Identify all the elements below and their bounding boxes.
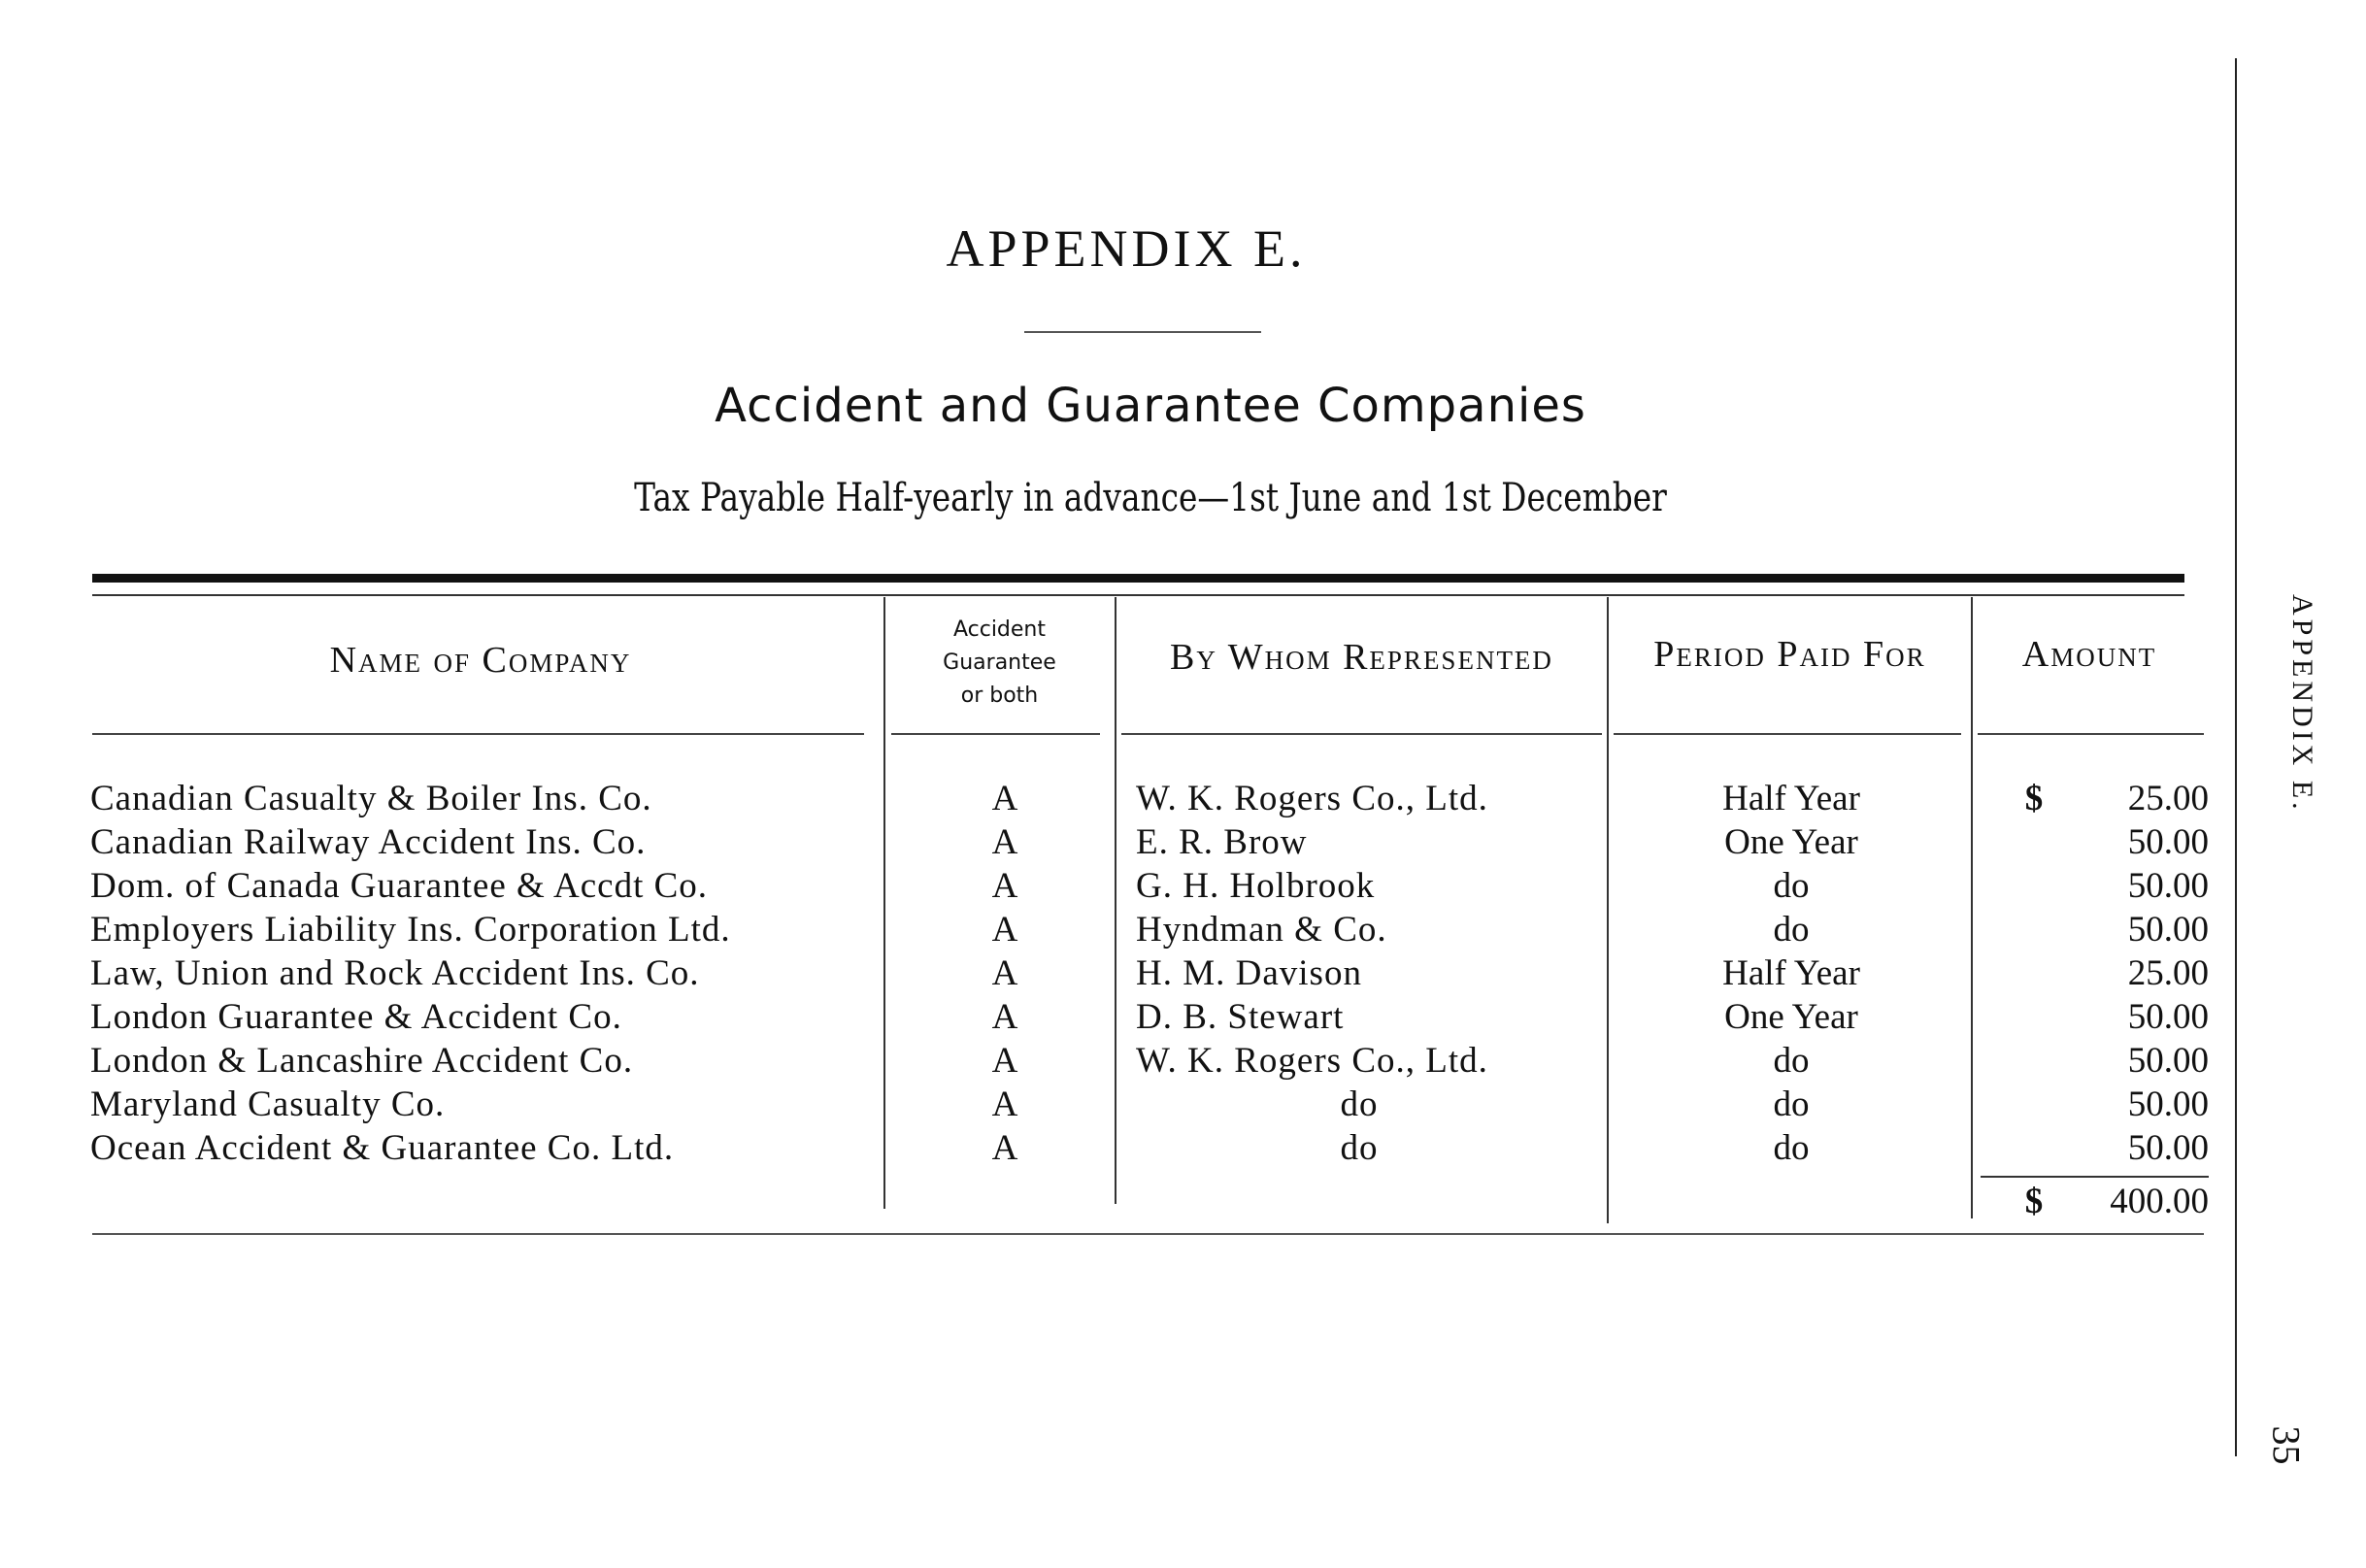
column-divider	[1971, 597, 1973, 1218]
company-name: Canadian Railway Accident Ins. Co.	[90, 822, 647, 862]
company-name: Dom. of Canada Guarantee & Accdt Co.	[90, 866, 709, 906]
dollar-sign: $	[2024, 779, 2044, 818]
page-title: APPENDIX E.	[946, 219, 1307, 278]
company-type: A	[991, 1128, 1018, 1168]
company-type: A	[991, 779, 1018, 818]
amount: 25.00	[2127, 779, 2209, 818]
page-subtitle: Accident and Guarantee Companies	[715, 379, 1586, 433]
header-name-of-company: Name of Company	[329, 640, 632, 681]
amount: 25.00	[2127, 953, 2209, 993]
column-divider	[1115, 597, 1116, 1204]
company-name: Law, Union and Rock Accident Ins. Co.	[90, 953, 700, 993]
amount: 50.00	[2127, 997, 2209, 1037]
representative: G. H. Holbrook	[1136, 866, 1376, 906]
period-paid: do	[1773, 910, 1810, 950]
period-paid: do	[1773, 1084, 1810, 1124]
period-paid: do	[1773, 1128, 1810, 1168]
header-rule	[891, 733, 1100, 735]
company-type: A	[991, 997, 1018, 1037]
header-type-line-1: Accident	[952, 617, 1047, 642]
amount: 50.00	[2127, 910, 2209, 950]
header-rule	[1614, 733, 1961, 735]
period-paid: Half Year	[1722, 953, 1860, 993]
representative: W. K. Rogers Co., Ltd.	[1136, 779, 1488, 818]
table-bottom-rule	[92, 1233, 2204, 1235]
amount: 50.00	[2127, 1084, 2209, 1124]
header-by-whom-represented: By Whom Represented	[1170, 637, 1553, 678]
company-name: London Guarantee & Accident Co.	[90, 997, 622, 1037]
side-running-title: APPENDIX E.	[2286, 594, 2318, 814]
company-name: Employers Liability Ins. Corporation Ltd.	[90, 910, 731, 950]
amount: 50.00	[2127, 866, 2209, 906]
amount: 50.00	[2127, 1128, 2209, 1168]
period-paid: do	[1773, 1041, 1810, 1081]
representative: E. R. Brow	[1136, 822, 1308, 862]
total-dollar-sign: $	[2024, 1182, 2044, 1221]
representative: D. B. Stewart	[1136, 997, 1345, 1037]
table-top-thick-rule	[92, 574, 2184, 583]
company-name: Canadian Casualty & Boiler Ins. Co.	[90, 779, 652, 818]
total-amount: 400.00	[2110, 1182, 2209, 1221]
representative: Hyndman & Co.	[1136, 910, 1387, 950]
table-top-thin-rule	[92, 594, 2184, 596]
tax-note: Tax Payable Half-yearly in advance—1st June and 1st December	[634, 476, 1667, 520]
company-type: A	[991, 910, 1018, 950]
company-name: Ocean Accident & Guarantee Co. Ltd.	[90, 1128, 675, 1168]
representative: do	[1340, 1128, 1379, 1168]
company-name: Maryland Casualty Co.	[90, 1084, 446, 1124]
period-paid: Half Year	[1722, 779, 1860, 818]
header-accident-guarantee	[885, 614, 1114, 713]
company-type: A	[991, 1084, 1018, 1124]
period-paid: do	[1773, 866, 1810, 906]
period-paid: One Year	[1724, 822, 1858, 862]
column-divider	[1607, 597, 1609, 1223]
header-amount: Amount	[2021, 634, 2157, 675]
header-type-line-3: or both	[960, 684, 1039, 708]
total-rule	[1981, 1176, 2209, 1178]
company-type: A	[991, 866, 1018, 906]
header-rule	[1121, 733, 1602, 735]
header-rule	[1978, 733, 2204, 735]
amount: 50.00	[2127, 822, 2209, 862]
representative: H. M. Davison	[1136, 953, 1362, 993]
amount: 50.00	[2127, 1041, 2209, 1081]
company-type: A	[991, 953, 1018, 993]
company-type: A	[991, 1041, 1018, 1081]
page-number: 35	[2264, 1425, 2309, 1465]
company-type: A	[991, 822, 1018, 862]
period-paid: One Year	[1724, 997, 1858, 1037]
representative: W. K. Rogers Co., Ltd.	[1136, 1041, 1488, 1081]
company-name: London & Lancashire Accident Co.	[90, 1041, 634, 1081]
representative: do	[1340, 1084, 1379, 1124]
title-rule	[1024, 331, 1261, 333]
header-type-line-2: Guarantee	[943, 651, 1056, 675]
header-rule	[92, 733, 864, 735]
header-period-paid-for: Period Paid For	[1653, 634, 1926, 675]
